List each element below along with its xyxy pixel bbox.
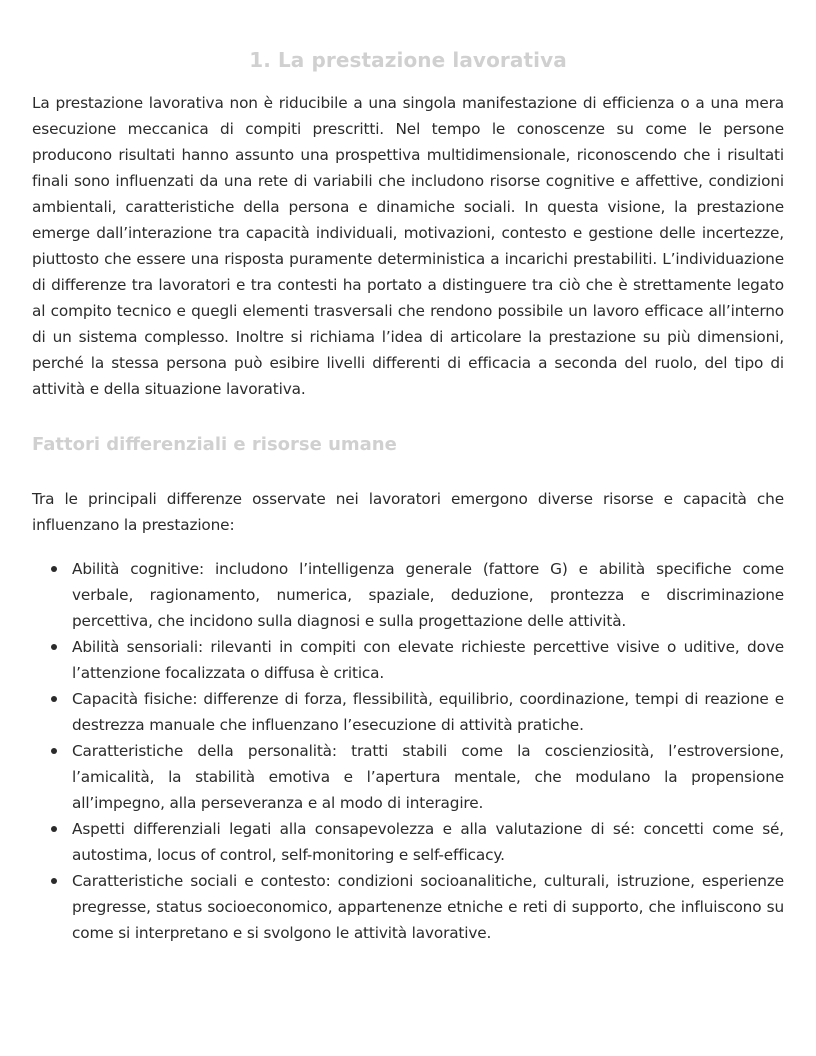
list-item-text: Abilità sensoriali: rilevanti in compiti con elevate richieste percettive visive o uditive, dove l’attenzione focalizzata o diffusa è critica. bbox=[72, 638, 784, 682]
bullet-icon bbox=[51, 696, 57, 702]
list-item-text: Abilità cognitive: includono l’intelligenza generale (fattore G) e abilità specifiche come verbale, ragionamento, numerica, spaziale, deduzione, prontezza e discriminazione percettiva, che incidono sulla diagnosi e sulla progettazione delle attività. bbox=[72, 560, 784, 630]
bullet-icon bbox=[51, 566, 57, 572]
section-title: 1. La prestazione lavorativa bbox=[249, 48, 567, 72]
list-item-text: Caratteristiche sociali e contesto: condizioni socioanalitiche, culturali, istruzione, esperienze pregresse, status socioeconomico, appartenenze etniche e reti di supporto, che influiscono su come si interpretano e si svolgono le attività lavorative. bbox=[72, 872, 784, 942]
body-paragraph: La prestazione lavorativa non è riducibile a una singola manifestazione di efficienza o a una mera esecuzione meccanica di compiti prescritti. Nel tempo le conoscenze su come le persone producono risultati hanno assunto una prospettiva multidimensionale, riconoscendo che i risultati finali sono influenzati da una rete di variabili che includono risorse cognitive e affettive, condizioni ambientali, caratteristiche della persona e dinamiche sociali. In questa visione, la prestazione emerge dall’interazione tra capacità individuali, motivazioni, contesto e gestione delle incertezze, piuttosto che essere una risposta puramente deterministica a incarichi prestabiliti. L’individuazione di differenze tra lavoratori e tra contesti ha portato a distinguere tra ciò che è strettamente legato al compito tecnico e quegli elementi trasversali che rendono possibile un lavoro efficace all’interno di un sistema complesso. Inoltre si richiama l’idea di articolare la prestazione su più dimensioni, perché la stessa persona può esibire livelli differenti di efficacia a seconda del ruolo, del tipo di attività e della situazione lavorativa. bbox=[32, 94, 784, 398]
list-item bbox=[72, 556, 784, 634]
factor-list bbox=[32, 556, 784, 946]
list-item bbox=[72, 686, 784, 738]
list-intro: Tra le principali differenze osservate nei lavoratori emergono diverse risorse e capacità che influenzano la prestazione: bbox=[32, 490, 784, 534]
bullet-icon bbox=[51, 748, 57, 754]
bullet-icon bbox=[51, 878, 57, 884]
bullet-icon bbox=[51, 644, 57, 650]
list-item bbox=[72, 738, 784, 816]
subsection-title: Fattori differenziali e risorse umane bbox=[32, 434, 397, 455]
bullet-icon bbox=[51, 826, 57, 832]
list-item-text: Caratteristiche della personalità: tratti stabili come la coscienziosità, l’estroversione, l’amicalità, la stabilità emotiva e l’apertura mentale, che modulano la propensione all’impegno, alla perseveranza e al modo di interagire. bbox=[72, 742, 784, 812]
list-item bbox=[72, 868, 784, 946]
document-page bbox=[32, 0, 784, 946]
list-item bbox=[72, 816, 784, 868]
list-item-text: Capacità fisiche: differenze di forza, flessibilità, equilibrio, coordinazione, tempi di reazione e destrezza manuale che influenzano l’esecuzione di attività pratiche. bbox=[72, 690, 784, 734]
list-item-text: Aspetti differenziali legati alla consapevolezza e alla valutazione di sé: concetti come sé, autostima, locus of control, self-monitoring e self-efficacy. bbox=[72, 820, 784, 864]
list-item bbox=[72, 634, 784, 686]
